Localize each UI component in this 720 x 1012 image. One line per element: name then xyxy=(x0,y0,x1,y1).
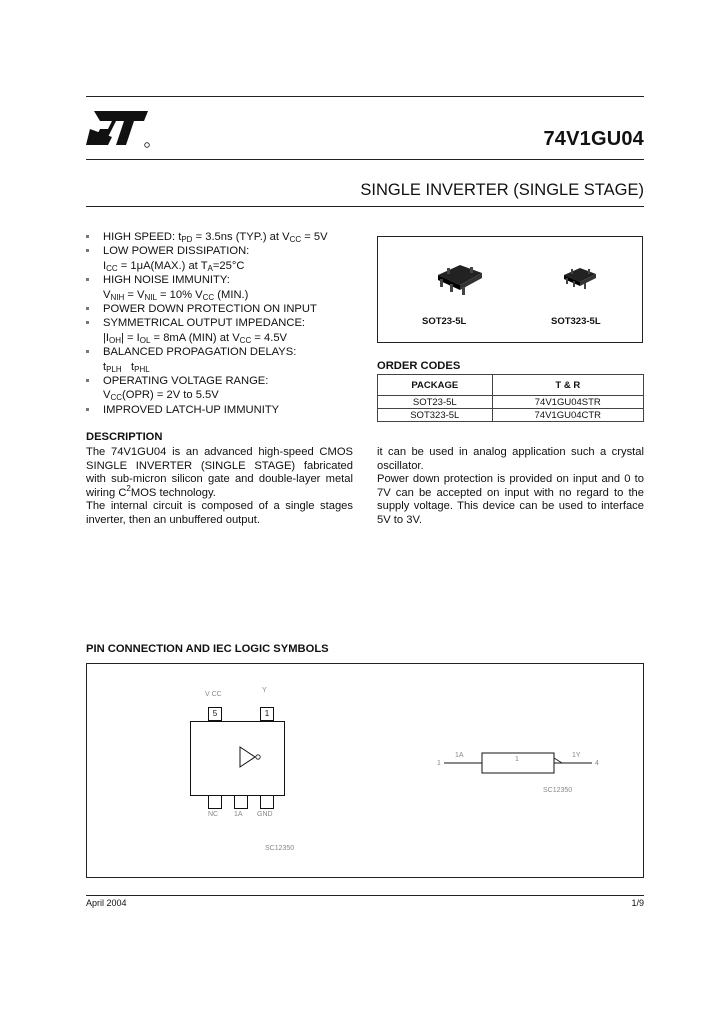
bullet-icon xyxy=(86,278,89,281)
feature-item: HIGH NOISE IMMUNITY: xyxy=(86,273,371,287)
a-pin-label: 1A xyxy=(234,811,243,818)
input-signal-label: 1A xyxy=(455,752,464,759)
table-cell: SOT323-5L xyxy=(378,409,493,422)
feature-item: SYMMETRICAL OUTPUT IMPEDANCE: xyxy=(86,316,371,330)
figure-code-right: SC12350 xyxy=(543,787,573,794)
bullet-icon xyxy=(86,321,89,324)
feature-item: IMPROVED LATCH-UP IMMUNITY xyxy=(86,403,371,417)
feature-detail: $V_{CC}(OPR) = 2V$ to 5.5V xyxy=(103,389,219,403)
subtitle-rule xyxy=(86,206,644,207)
description-left-text: The 74V1GU04 is an advanced high-speed CMOS SINGLE INVERTER (SINGLE STAGE) fabricated with sub-micron silicon gate and double-layer metal wiring $C^2MOS$ technology. The internal circuit is composed of a single stages inverter, then an unbuffered output. xyxy=(86,446,353,526)
pin-connection-box xyxy=(86,663,644,878)
output-signal-label: 1Y xyxy=(572,752,581,759)
figure-code-left: SC12350 xyxy=(265,845,295,852)
feature-detail: $V_{NIH} = V_{NIL} = 10\%$ $V_{CC}$ (MIN.) xyxy=(103,288,249,302)
y-pin-label: Y xyxy=(262,687,267,694)
sot23-package-image xyxy=(430,259,490,299)
input-pin-number: 1 xyxy=(437,760,441,767)
bullet-icon xyxy=(86,350,89,353)
pin-gnd-box xyxy=(260,795,274,809)
feature-item: HIGH SPEED: $t_{PD} = 3.5ns$ (TYP.) at $V_{CC} = 5V$ xyxy=(86,230,371,244)
order-codes-table xyxy=(377,374,644,422)
sot323-label: SOT323-5L xyxy=(551,316,601,327)
table-cell: 74V1GU04CTR xyxy=(492,409,643,422)
feature-item: OPERATING VOLTAGE RANGE: xyxy=(86,374,371,388)
sot323-package-image xyxy=(558,263,602,295)
description-title: DESCRIPTION xyxy=(86,431,163,443)
feature-detail: $I_{CC} = 1\mu A(MAX.)$ at $T_A=25^\circ C$ xyxy=(103,259,245,273)
description-right-text: it can be used in analog application such a crystal oscillator. Power down protection is provided on input and 0 to 7V can be accepted on input with no regard to the supply voltage. This device can be used to interface 5V to 3V. xyxy=(377,446,644,526)
feature-item: BALANCED PROPAGATION DELAYS: xyxy=(86,345,371,359)
pin-5-box: 5 xyxy=(208,707,222,721)
document-subtitle: SINGLE INVERTER (SINGLE STAGE) xyxy=(360,181,644,199)
features-list xyxy=(86,230,371,417)
top-rule xyxy=(86,96,644,97)
bullet-icon xyxy=(86,235,89,238)
inverter-symbol-icon xyxy=(237,744,267,770)
footer-rule xyxy=(86,895,644,896)
pin-a-box xyxy=(234,795,248,809)
pin-connection-title: PIN CONNECTION AND IEC LOGIC SYMBOLS xyxy=(86,643,329,655)
table-cell: 74V1GU04STR xyxy=(492,396,643,409)
order-codes-title: ORDER CODES xyxy=(377,360,461,372)
table-row xyxy=(378,396,644,409)
bullet-icon xyxy=(86,379,89,382)
pin-1-box: 1 xyxy=(260,707,274,721)
bullet-icon xyxy=(86,249,89,252)
feature-detail: $|I_{OH}| = I_{OL} = 8mA$ (MIN) at $V_{CC} = 4.5V$ xyxy=(103,331,287,345)
pin-nc-box xyxy=(208,795,222,809)
bullet-icon xyxy=(86,307,89,310)
gnd-pin-label: GND xyxy=(257,811,273,818)
package-body xyxy=(190,721,285,796)
sot23-label: SOT23-5L xyxy=(422,316,467,327)
part-number: 74V1GU04 xyxy=(543,128,644,150)
feature-item: POWER DOWN PROTECTION ON INPUT xyxy=(86,302,371,316)
st-logo-icon xyxy=(86,107,152,149)
title-rule xyxy=(86,159,644,160)
column-header-package: PACKAGE xyxy=(378,375,493,396)
feature-detail: $t_{PLH}$ $t_{PHL}$ xyxy=(103,360,150,374)
footer-date: April 2004 xyxy=(86,898,127,908)
vcc-pin-label: V CC xyxy=(205,691,222,698)
package-images-box xyxy=(377,236,643,343)
bullet-icon xyxy=(86,408,89,411)
output-pin-number: 4 xyxy=(595,760,599,767)
table-cell: SOT23-5L xyxy=(378,396,493,409)
nc-pin-label: NC xyxy=(208,811,219,818)
column-header-tr: T & R xyxy=(492,375,643,396)
table-row xyxy=(378,409,644,422)
gate-function-label: 1 xyxy=(515,756,519,763)
footer-page-number: 1/9 xyxy=(631,898,644,908)
feature-item: LOW POWER DISSIPATION: xyxy=(86,244,371,258)
